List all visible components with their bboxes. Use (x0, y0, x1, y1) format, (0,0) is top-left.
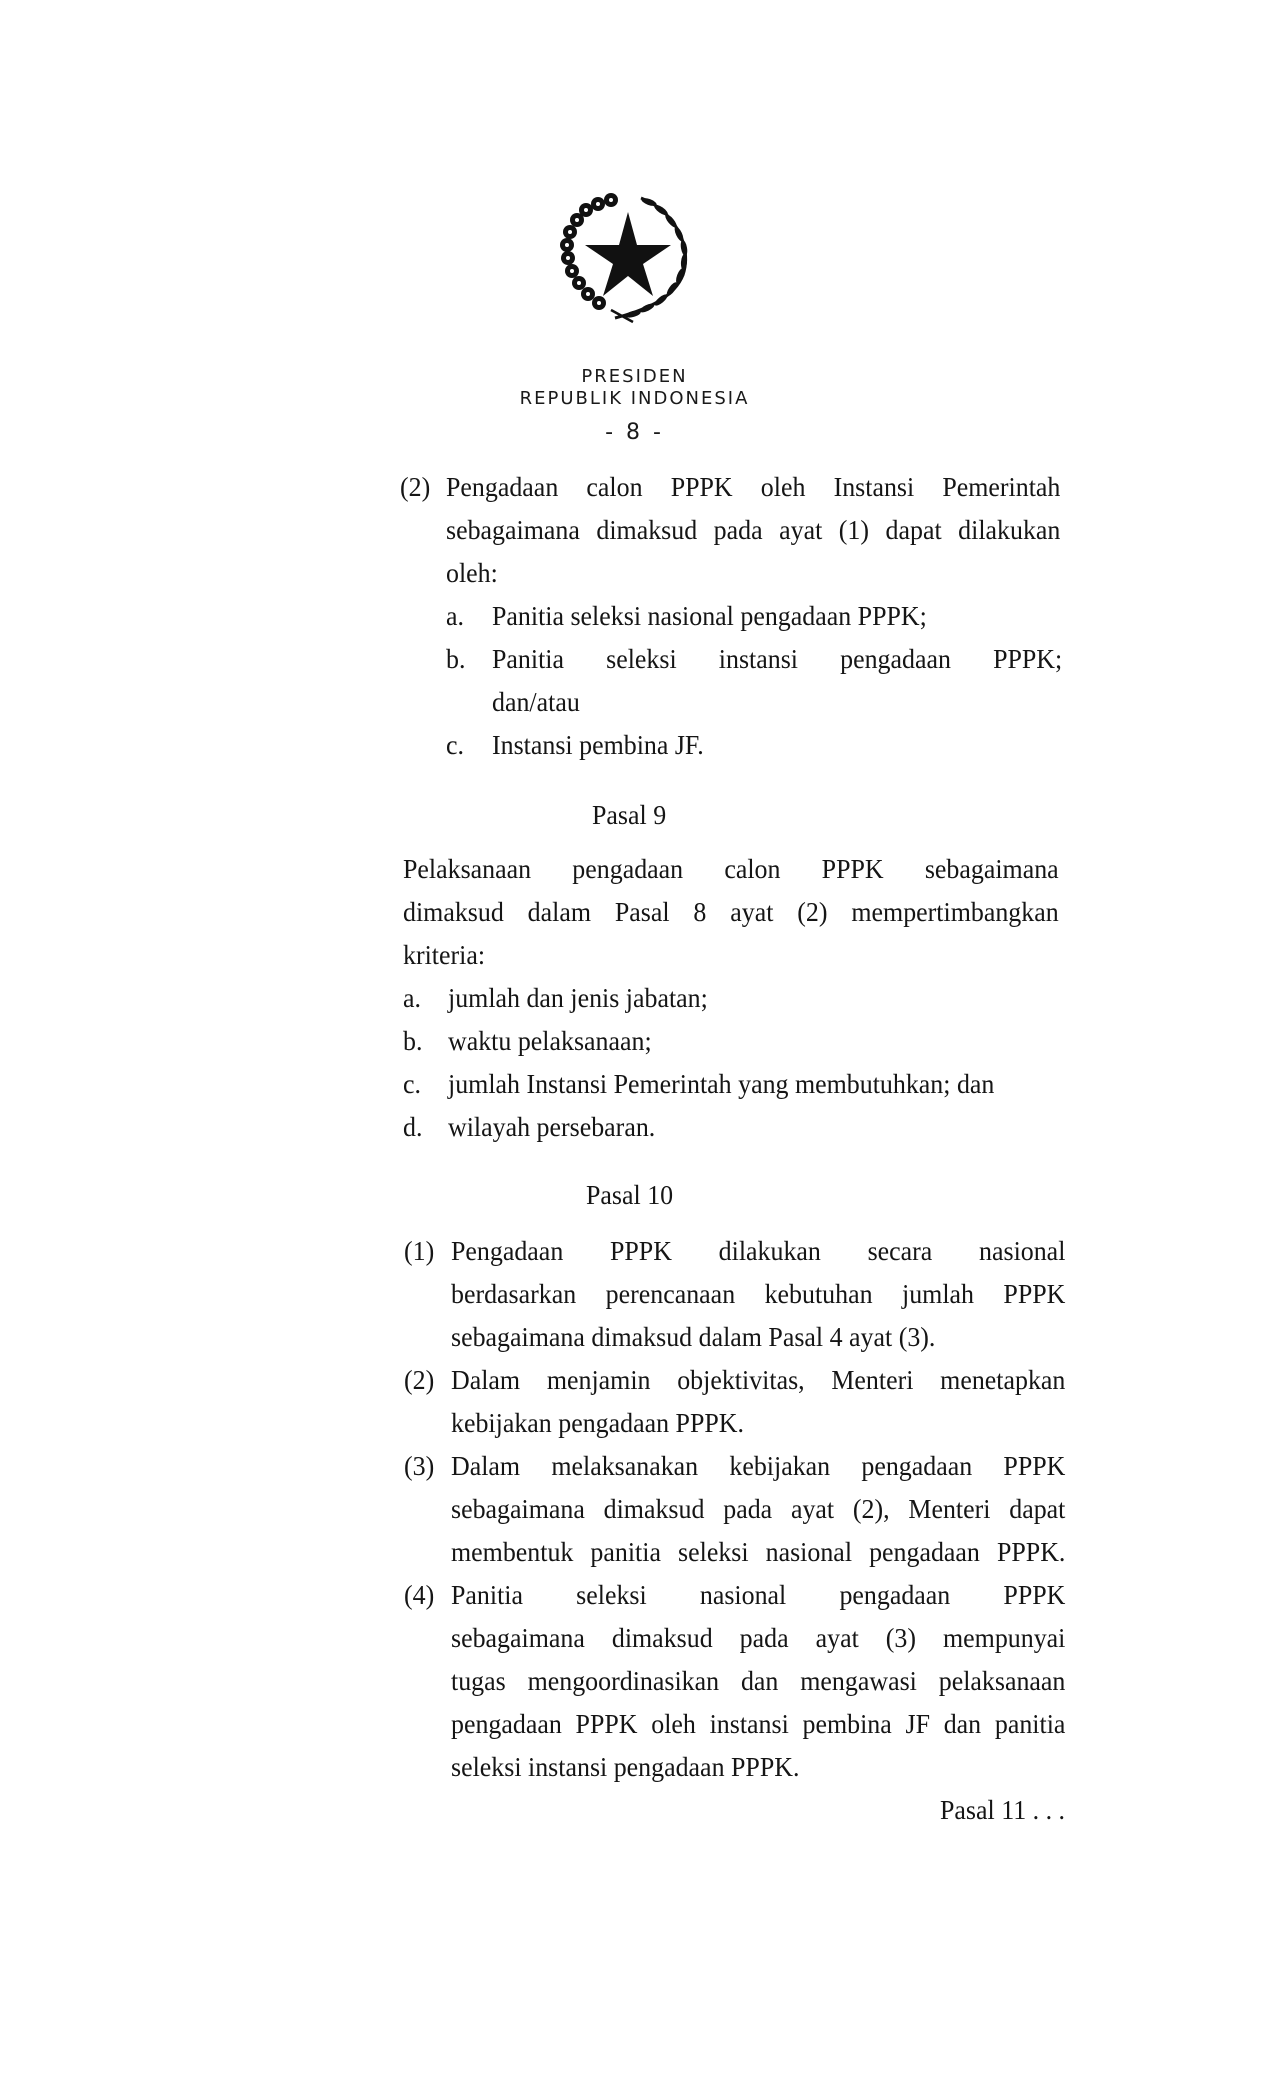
presidential-seal-icon (553, 190, 703, 335)
paragraph-line: seleksi instansi pengadaan PPPK. (451, 1752, 800, 1782)
list-item: waktu pelaksanaan; (448, 1026, 652, 1056)
list-item: jumlah Instansi Pemerintah yang membutuhkan; dan (448, 1069, 995, 1099)
paragraph-line: sebagaimana dimaksud pada ayat (3) mempunyai (451, 1623, 1066, 1653)
header-title: PRESIDEN (581, 366, 688, 387)
paragraph-line: Dalam menjamin objektivitas, Menteri menetapkan (451, 1365, 1066, 1395)
section-title: Pasal 9 (592, 800, 667, 830)
paragraph-line: Dalam melaksanakan kebijakan pengadaan PPPK (451, 1451, 1066, 1481)
paragraph-line: Panitia seleksi nasional pengadaan PPPK (451, 1580, 1066, 1610)
paragraph-line: Pengadaan PPPK dilakukan secara nasional (451, 1236, 1066, 1266)
list-item: Panitia seleksi nasional pengadaan PPPK; (492, 601, 927, 631)
next-page-reference: Pasal 11 . . . (940, 1795, 1066, 1825)
ayat-number: (2) (400, 472, 431, 502)
list-item: wilayah persebaran. (448, 1112, 656, 1142)
list-label: c. (403, 1069, 421, 1099)
list-label: d. (403, 1112, 423, 1142)
paragraph-line: pengadaan PPPK oleh instansi pembina JF dan panitia (451, 1709, 1066, 1739)
list-label: b. (446, 644, 466, 674)
paragraph-line: dimaksud dalam Pasal 8 ayat (2) mempertimbangkan (403, 897, 1059, 927)
paragraph-line: sebagaimana dimaksud dalam Pasal 4 ayat (3). (451, 1322, 936, 1352)
page-number: - 8 - (605, 420, 664, 445)
ayat-number: (4) (404, 1580, 435, 1610)
paragraph-line: sebagaimana dimaksud pada ayat (1) dapat dilakukan (446, 515, 1061, 545)
paragraph-line: kebijakan pengadaan PPPK. (451, 1408, 744, 1438)
paragraph-line: kriteria: (403, 940, 486, 970)
paragraph-line: Pelaksanaan pengadaan calon PPPK sebagaimana (403, 854, 1059, 884)
list-item: Panitia seleksi instansi pengadaan PPPK; (492, 644, 1063, 674)
list-label: b. (403, 1026, 423, 1056)
ayat-number: (1) (404, 1236, 435, 1266)
paragraph-line: membentuk panitia seleksi nasional pengadaan PPPK. (451, 1537, 1066, 1567)
section-title: Pasal 10 (586, 1180, 674, 1210)
ayat-number: (2) (404, 1365, 435, 1395)
ayat-number: (3) (404, 1451, 435, 1481)
list-item: Instansi pembina JF. (492, 730, 704, 760)
list-label: a. (403, 983, 421, 1013)
paragraph-line: berdasarkan perencanaan kebutuhan jumlah PPPK (451, 1279, 1066, 1309)
header-subtitle: REPUBLIK INDONESIA (519, 388, 750, 409)
paragraph-line: Pengadaan calon PPPK oleh Instansi Pemerintah (446, 472, 1061, 502)
paragraph-line: tugas mengoordinasikan dan mengawasi pelaksanaan (451, 1666, 1066, 1696)
list-item: dan/atau (492, 687, 580, 717)
paragraph-line: oleh: (446, 558, 498, 588)
list-label: c. (446, 730, 464, 760)
paragraph-line: sebagaimana dimaksud pada ayat (2), Menteri dapat (451, 1494, 1066, 1524)
list-label: a. (446, 601, 464, 631)
list-item: jumlah dan jenis jabatan; (448, 983, 708, 1013)
